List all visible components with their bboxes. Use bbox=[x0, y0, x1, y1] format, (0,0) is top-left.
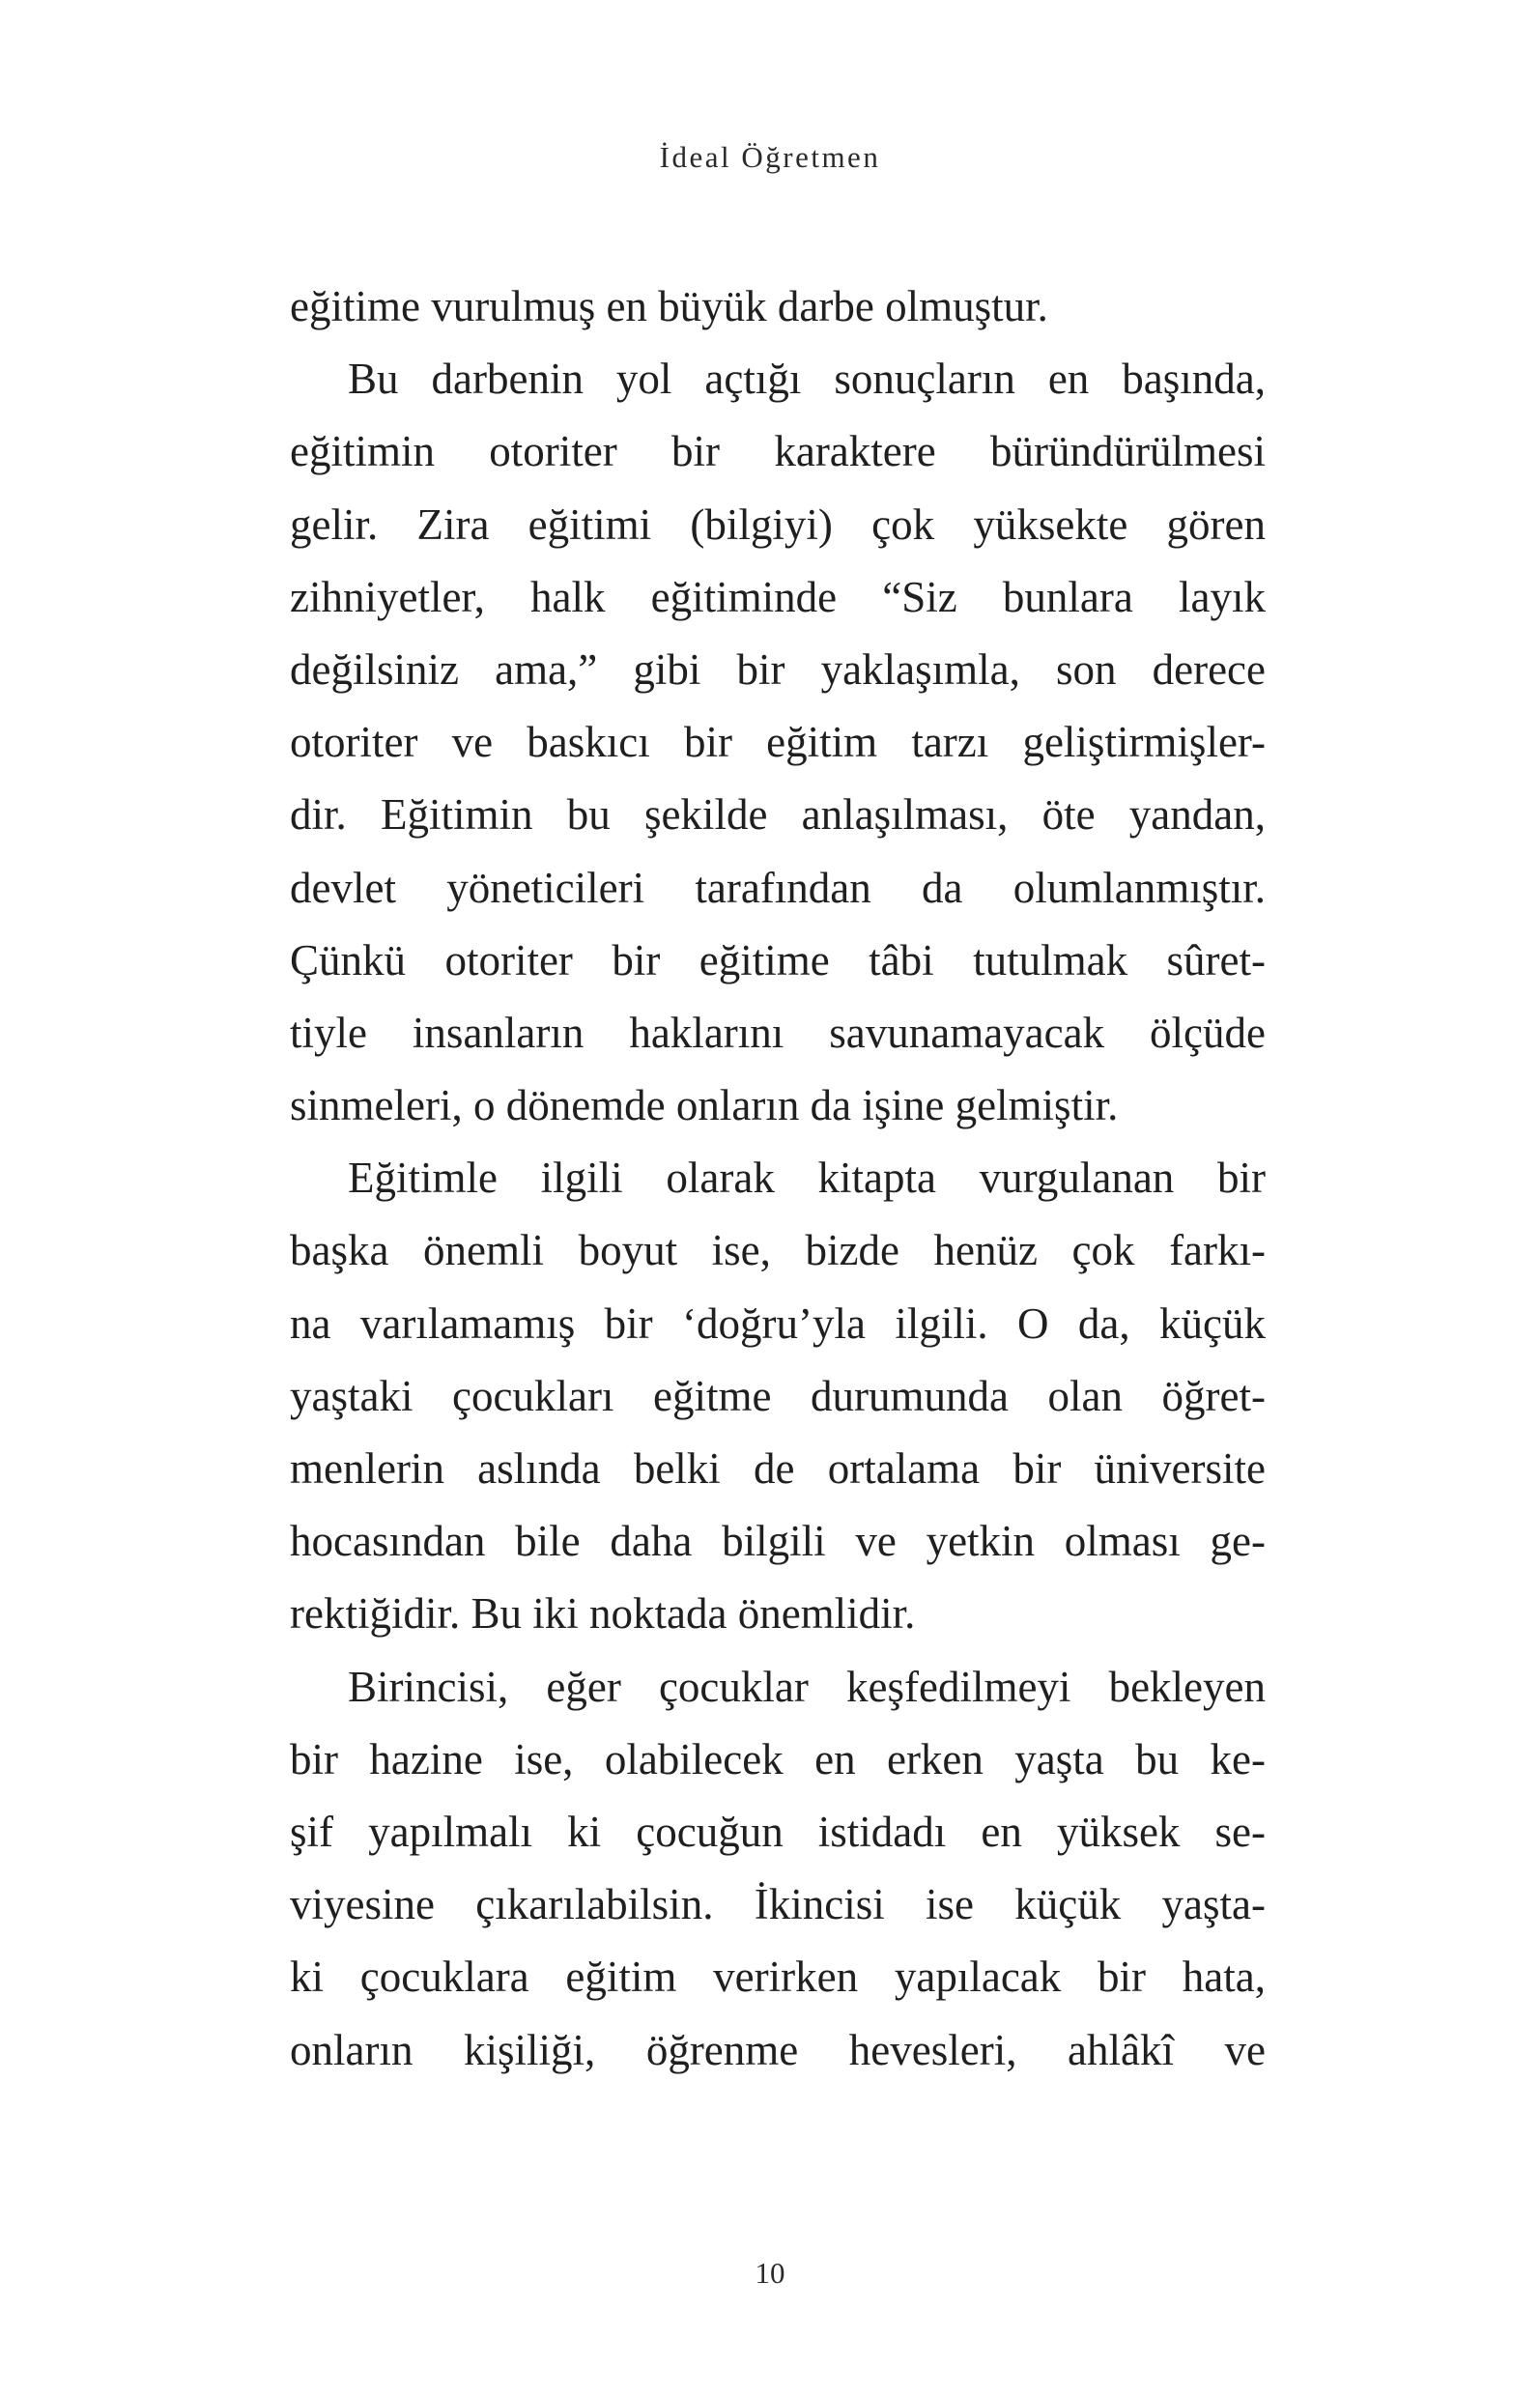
text-line: zihniyetler, halk eğitiminde “Siz bunlara layık bbox=[290, 572, 1266, 621]
text-line: dir. Eğitimin bu şekilde anlaşılması, öte yandan, bbox=[290, 790, 1266, 840]
text-line: sinmeleri, o dönemde onların da işine gelmiştir. bbox=[290, 1081, 1119, 1130]
text-line: bir hazine ise, olabilecek en erken yaşta bu ke- bbox=[290, 1734, 1266, 1783]
text-line: ki çocuklara eğitim verirken yapılacak bir hata, bbox=[290, 1953, 1266, 2002]
text-line: eğitime vurulmuş en büyük darbe olmuştur. bbox=[290, 282, 1048, 330]
text-line: gelir. Zira eğitimi (bilgiyi) çok yüksekte gören bbox=[290, 499, 1266, 549]
running-title: İdeal Öğretmen bbox=[659, 140, 881, 174]
text-line: yaştaki çocukları eğitme durumunda olan öğret- bbox=[290, 1371, 1266, 1420]
text-line: otoriter ve baskıcı bir eğitim tarzı geliştirmişler- bbox=[290, 718, 1266, 767]
text-line: tiyle insanların haklarını savunamayacak ölçüde bbox=[290, 1008, 1266, 1057]
text-line: başka önemli boyut ise, bizde henüz çok farkı- bbox=[290, 1226, 1266, 1275]
text-line: Eğitimle ilgili olarak kitapta vurgulanan bir bbox=[348, 1154, 1266, 1203]
text-line: eğitimin otoriter bir karaktere büründürülmesi bbox=[290, 427, 1266, 476]
text-line: hocasından bile daha bilgili ve yetkin olması ge- bbox=[290, 1517, 1266, 1566]
text-line: na varılamamış bir ‘doğru’yla ilgili. O da, küçük bbox=[290, 1298, 1266, 1348]
page-number: 10 bbox=[755, 2256, 785, 2290]
text-line: menlerin aslında belki de ortalama bir üniversite bbox=[290, 1444, 1266, 1493]
text-line: değilsiniz ama,” gibi bir yaklaşımla, son derece bbox=[290, 644, 1266, 694]
text-line: Birincisi, eğer çocuklar keşfedilmeyi bekleyen bbox=[348, 1662, 1266, 1711]
text-line: rektiğidir. Bu iki noktada önemlidir. bbox=[290, 1589, 916, 1639]
text-line: devlet yöneticileri tarafından da olumlanmıştır. bbox=[290, 863, 1266, 912]
text-line: şif yapılmalı ki çocuğun istidadı en yüksek se- bbox=[290, 1807, 1266, 1856]
text-line: Çünkü otoriter bir eğitime tâbi tutulmak sûret- bbox=[290, 935, 1266, 984]
body-text bbox=[290, 271, 1266, 2087]
text-line: onların kişiliği, öğrenme hevesleri, ahlâkî ve bbox=[290, 2025, 1266, 2074]
text-line: Bu darbenin yol açtığı sonuçların en başında, bbox=[348, 355, 1266, 404]
text-line: viyesine çıkarılabilsin. İkincisi ise küçük yaşta- bbox=[290, 1880, 1266, 1929]
